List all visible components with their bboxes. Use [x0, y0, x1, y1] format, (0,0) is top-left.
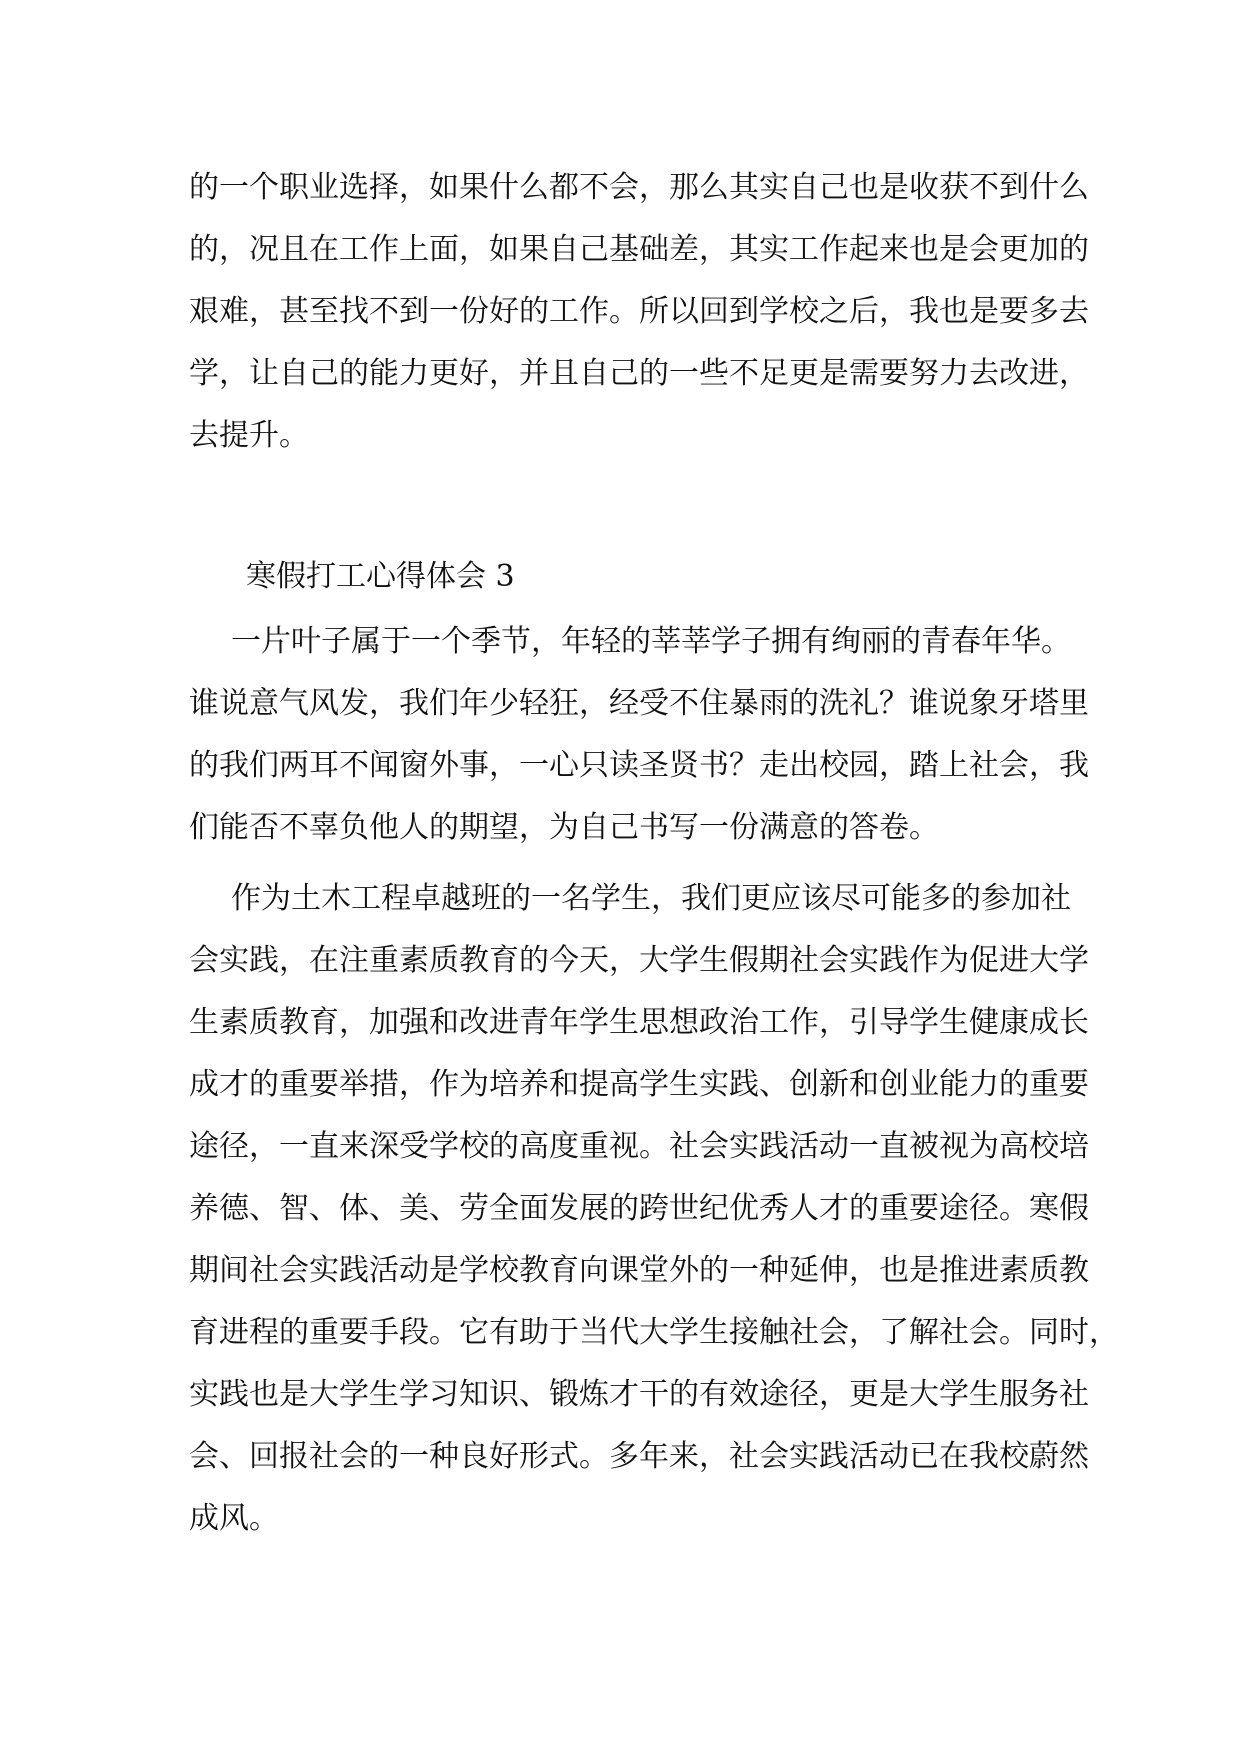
paragraph-1-line-3: 艰难，甚至找不到一份好的工作。所以回到学校之后，我也是要多去 [189, 294, 1089, 329]
paragraph-1-line-4: 学，让自己的能力更好，并且自己的一些不足更是需要努力去改进， [189, 356, 1089, 391]
paragraph-3-line-9: 实践也是大学生学习知识、锻炼才干的有效途径，更是大学生服务社 [189, 1377, 1089, 1412]
paragraph-3-line-10: 会、回报社会的一种良好形式。多年来，社会实践活动已在我校蔚然 [189, 1439, 1089, 1474]
paragraph-2-line-4: 们能否不辜负他人的期望，为自己书写一份满意的答卷。 [189, 810, 939, 845]
paragraph-3-line-1: 作为土木工程卓越班的一名学生，我们更应该尽可能多的参加社 [231, 881, 1071, 916]
paragraph-3-line-7: 期间社会实践活动是学校教育向课堂外的一种延伸，也是推进素质教 [189, 1253, 1089, 1288]
paragraph-2-line-1: 一片叶子属于一个季节，年轻的莘莘学子拥有绚丽的青春年华。 [231, 624, 1071, 659]
paragraph-3-line-6: 养德、智、体、美、劳全面发展的跨世纪优秀人才的重要途径。寒假 [189, 1191, 1089, 1226]
paragraph-1-line-1: 的一个职业选择，如果什么都不会，那么其实自己也是收获不到什么 [189, 170, 1089, 205]
paragraph-1-line-5: 去提升。 [189, 418, 309, 453]
paragraph-1-line-2: 的，况且在工作上面，如果自己基础差，其实工作起来也是会更加的 [189, 232, 1089, 267]
paragraph-3-line-8: 育进程的重要手段。它有助于当代大学生接触社会，了解社会。同时， [189, 1315, 1119, 1350]
paragraph-3-line-11: 成风。 [189, 1501, 279, 1536]
paragraph-3-line-4: 成才的重要举措，作为培养和提高学生实践、创新和创业能力的重要 [189, 1067, 1089, 1102]
paragraph-3-line-3: 生素质教育，加强和改进青年学生思想政治工作，引导学生健康成长 [189, 1005, 1089, 1040]
section-heading: 寒假打工心得体会 3 [246, 559, 515, 594]
paragraph-3-line-2: 会实践，在注重素质教育的今天，大学生假期社会实践作为促进大学 [189, 943, 1089, 978]
paragraph-2-line-2: 谁说意气风发，我们年少轻狂，经受不住暴雨的洗礼？谁说象牙塔里 [189, 686, 1089, 721]
paragraph-2-line-3: 的我们两耳不闻窗外事，一心只读圣贤书？走出校园，踏上社会，我 [189, 748, 1089, 783]
paragraph-3-line-5: 途径，一直来深受学校的高度重视。社会实践活动一直被视为高校培 [189, 1129, 1089, 1164]
